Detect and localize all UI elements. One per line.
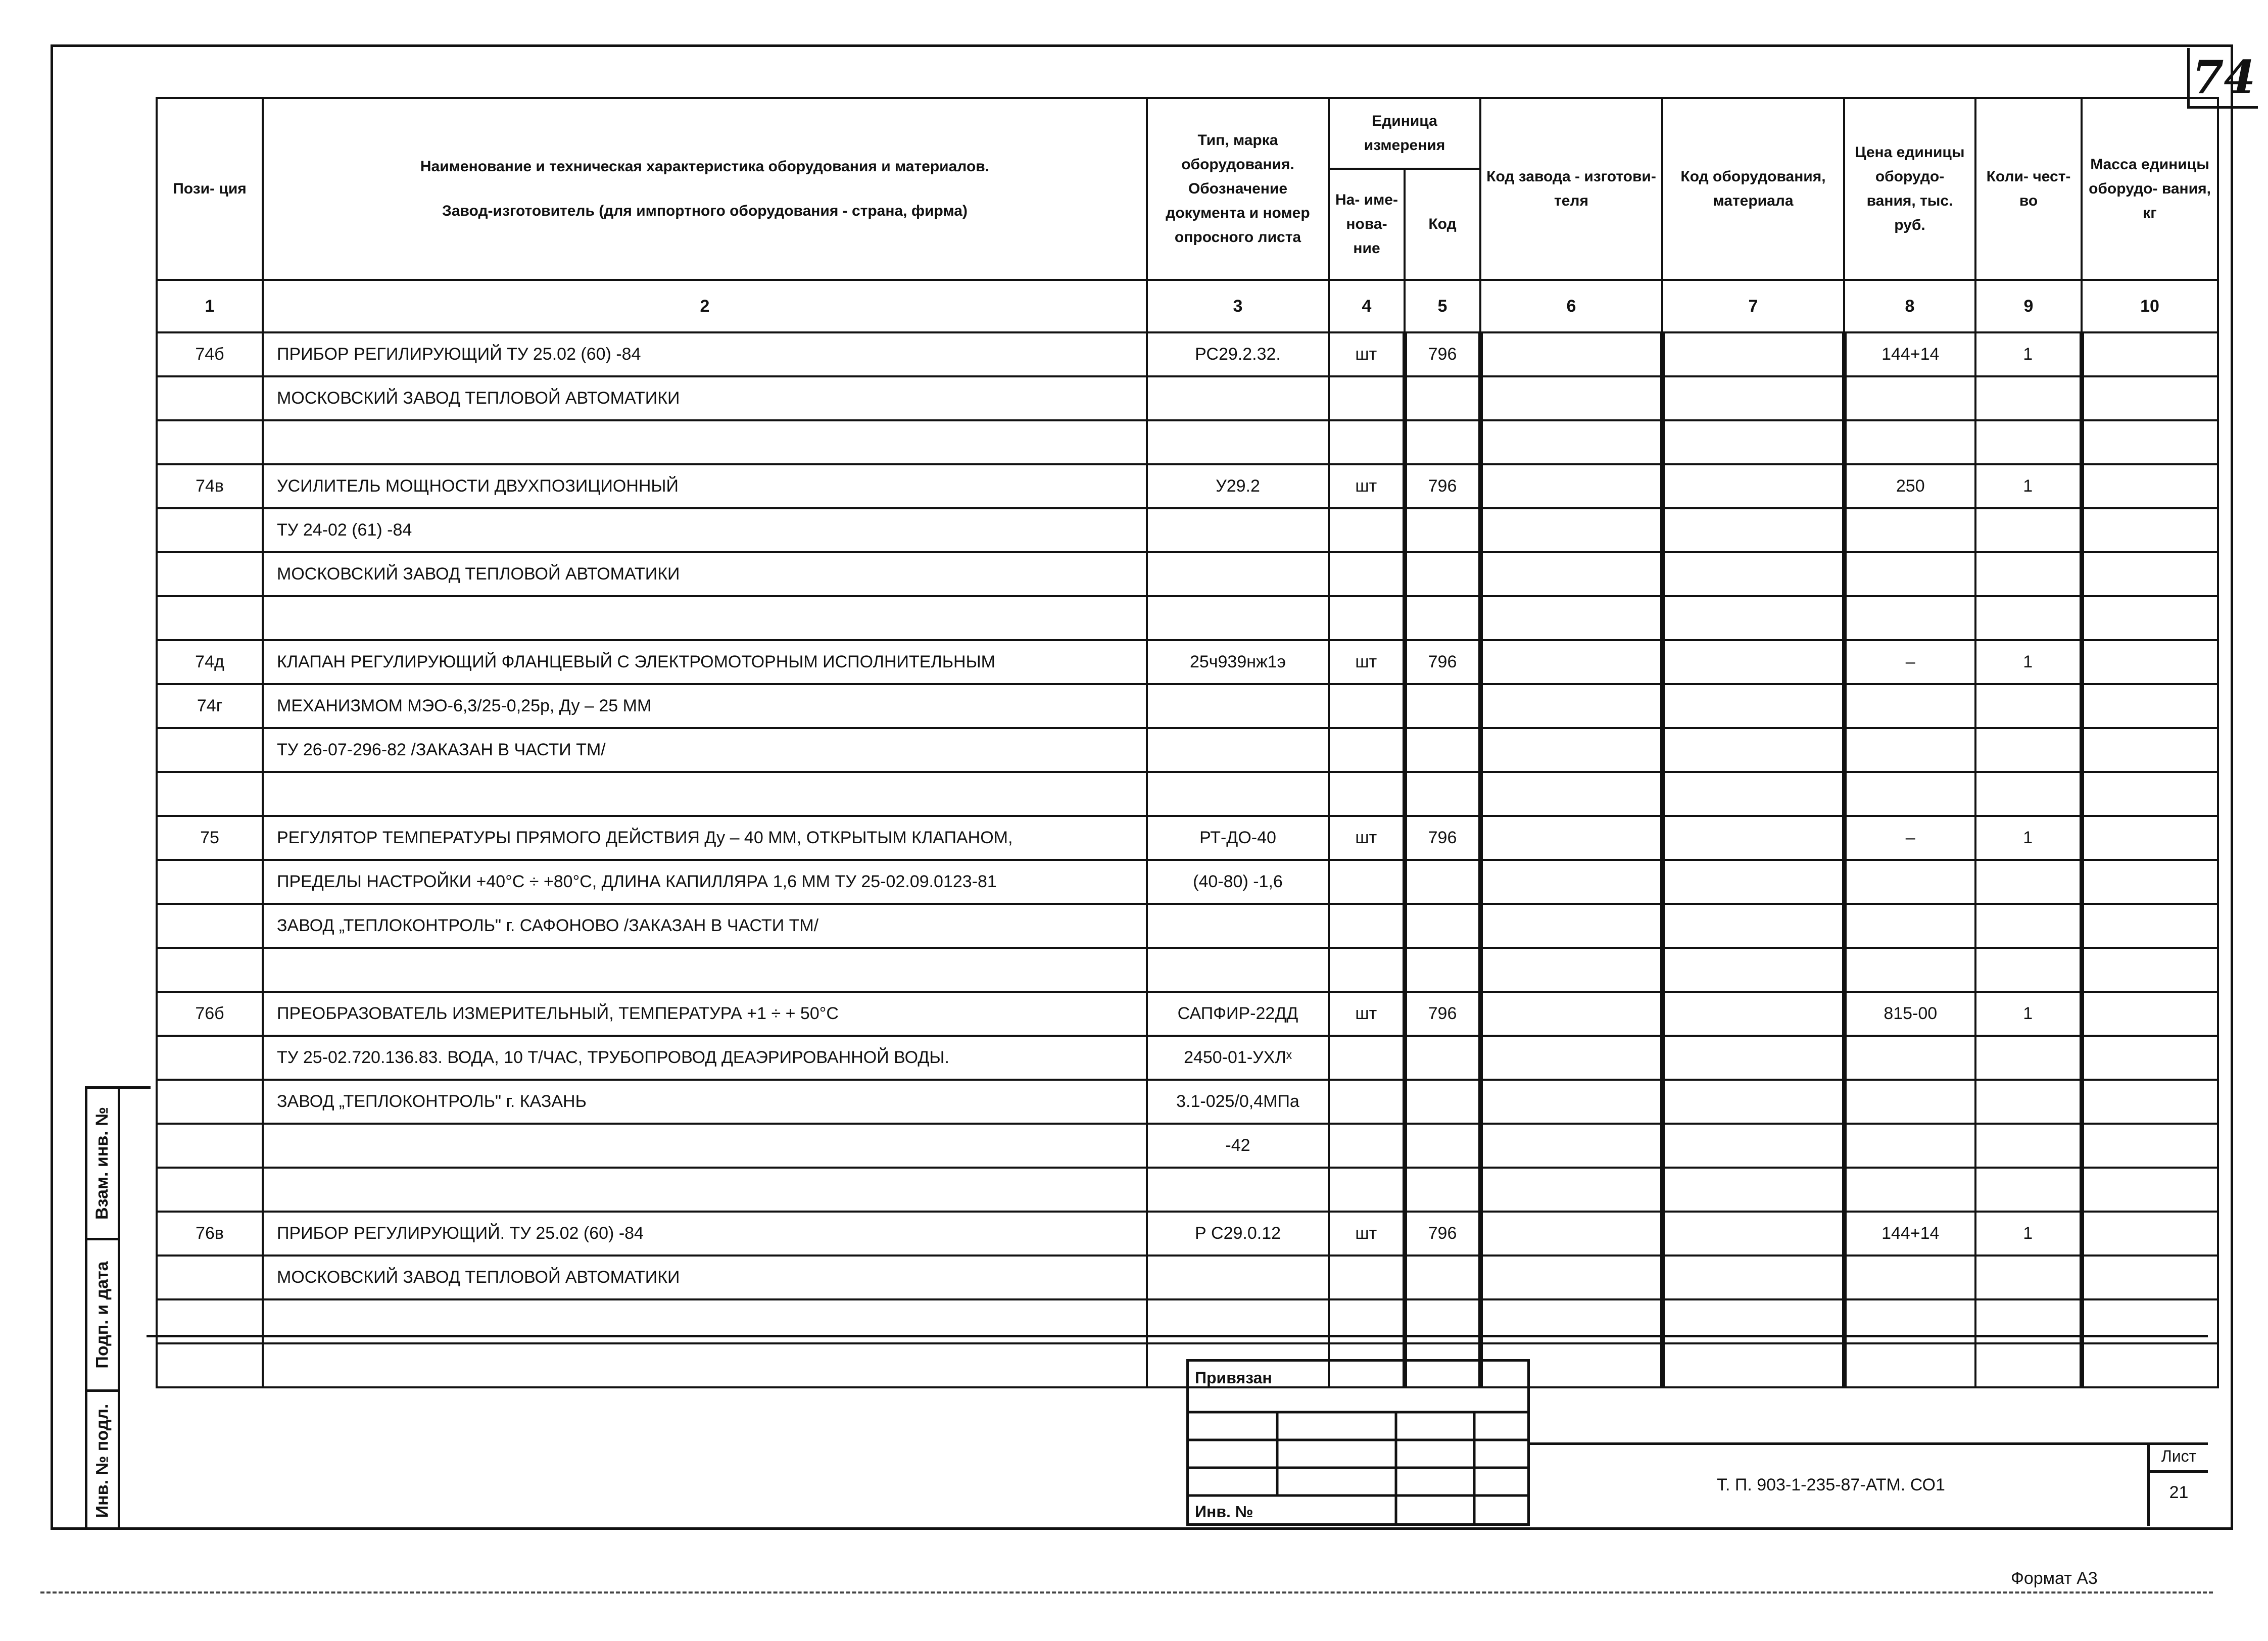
- cell-type: 3.1-025/0,4МПа: [1147, 1080, 1329, 1124]
- specification-table: [156, 97, 2219, 1388]
- binding-stamp: [1186, 1359, 1530, 1526]
- cell-empty: [1480, 1212, 1662, 1256]
- cell-code: 796: [1405, 332, 1480, 376]
- side-stamp-original-label: Инв. № подл.: [92, 1404, 112, 1518]
- cell-empty: [1662, 464, 1844, 508]
- column-number: 2: [263, 280, 1147, 332]
- cell-pos: [157, 1256, 263, 1299]
- cell-pos: [157, 1168, 263, 1212]
- cell-price: 250: [1844, 464, 1975, 508]
- side-stamp-signature-label: Подп. и дата: [92, 1261, 112, 1369]
- cell-price: [1844, 1036, 1975, 1080]
- cell-pos: [157, 1124, 263, 1168]
- cell-empty: [1480, 1036, 1662, 1080]
- cell-qty: [1975, 1256, 2082, 1299]
- cell-empty: [1662, 948, 1844, 992]
- table-row: [157, 992, 2218, 1036]
- cell-qty: [1975, 1036, 2082, 1080]
- cell-empty: [1480, 860, 1662, 904]
- cell-price: 815-00: [1844, 992, 1975, 1036]
- cell-price: [1844, 728, 1975, 772]
- cell-name: [263, 420, 1147, 464]
- sheet-box: [2147, 1442, 2208, 1526]
- header-unit-code: Код: [1405, 169, 1480, 280]
- cell-unit: [1329, 948, 1405, 992]
- document-code-box: [1530, 1442, 2208, 1526]
- cell-empty: [1662, 1256, 1844, 1299]
- cell-pos: [157, 596, 263, 640]
- cell-type: [1147, 420, 1329, 464]
- cell-empty: [1662, 684, 1844, 728]
- header-position: Пози- ция: [157, 98, 263, 280]
- cell-unit: [1329, 1036, 1405, 1080]
- cell-name: ПРЕДЕЛЫ НАСТРОЙКИ +40°С ÷ +80°С, ДЛИНА КАПИЛЛЯРА 1,6 ММ ТУ 25-02.09.0123-81: [263, 860, 1147, 904]
- cell-pos: 74г: [157, 684, 263, 728]
- cell-qty: [1975, 552, 2082, 596]
- column-number: 4: [1329, 280, 1405, 332]
- cell-unit: [1329, 728, 1405, 772]
- cell-unit: шт: [1329, 332, 1405, 376]
- cell-pos: 74б: [157, 332, 263, 376]
- cell-empty: [1480, 1256, 1662, 1299]
- cell-empty: [1662, 508, 1844, 552]
- cell-name: ТУ 26-07-296-82 /ЗАКАЗАН В ЧАСТИ ТМ/: [263, 728, 1147, 772]
- cell-price: [1844, 1256, 1975, 1299]
- cell-empty: [1480, 992, 1662, 1036]
- cell-name: УСИЛИТЕЛЬ МОЩНОСТИ ДВУХПОЗИЦИОННЫЙ: [263, 464, 1147, 508]
- cell-empty: [1480, 772, 1662, 816]
- cell-qty: 1: [1975, 640, 2082, 684]
- cell-unit: [1329, 1256, 1405, 1299]
- cell-pos: [157, 728, 263, 772]
- cell-qty: [1975, 1343, 2082, 1387]
- column-number: 7: [1662, 280, 1844, 332]
- sheet-label: Лист: [2150, 1442, 2208, 1473]
- cell-pos: [157, 376, 263, 420]
- table-row: [157, 640, 2218, 684]
- column-number-row: [157, 280, 2218, 332]
- header-quantity: Коли- чест- во: [1975, 98, 2082, 280]
- side-stamp-replacement: [87, 1089, 118, 1240]
- cell-price: 144+14: [1844, 332, 1975, 376]
- cell-name: КЛАПАН РЕГУЛИРУЮЩИЙ ФЛАНЦЕВЫЙ С ЭЛЕКТРОМОТОРНЫМ ИСПОЛНИТЕЛЬНЫМ: [263, 640, 1147, 684]
- cell-unit: [1329, 1168, 1405, 1212]
- cell-price: [1844, 1124, 1975, 1168]
- cell-pos: 74в: [157, 464, 263, 508]
- side-stamp-replacement-label: Взам. инв. №: [92, 1106, 112, 1220]
- column-number: 8: [1844, 280, 1975, 332]
- cell-type: [1147, 508, 1329, 552]
- cell-empty: [2082, 1256, 2218, 1299]
- cell-empty: [2082, 332, 2218, 376]
- cell-unit: шт: [1329, 816, 1405, 860]
- cell-empty: [1480, 904, 1662, 948]
- table-row: [157, 332, 2218, 376]
- table-row: [157, 1080, 2218, 1124]
- cell-name: [263, 1124, 1147, 1168]
- cell-pos: [157, 1036, 263, 1080]
- cell-code: [1405, 1124, 1480, 1168]
- header-factory-code: Код завода - изготови- теля: [1480, 98, 1662, 280]
- cell-price: [1844, 376, 1975, 420]
- cell-code: [1405, 376, 1480, 420]
- cell-price: [1844, 948, 1975, 992]
- cell-empty: [1662, 1343, 1844, 1387]
- cell-name: [263, 948, 1147, 992]
- cell-empty: [1480, 728, 1662, 772]
- column-number: 1: [157, 280, 263, 332]
- cell-unit: [1329, 1124, 1405, 1168]
- cell-empty: [2082, 420, 2218, 464]
- cell-type: 2450-01-УХЛˣ: [1147, 1036, 1329, 1080]
- cell-qty: [1975, 1168, 2082, 1212]
- cell-empty: [1480, 508, 1662, 552]
- cell-empty: [2082, 1080, 2218, 1124]
- cell-name: ЗАВОД „ТЕПЛОКОНТРОЛЬ" г. КАЗАНЬ: [263, 1080, 1147, 1124]
- cell-unit: шт: [1329, 464, 1405, 508]
- header-price: Цена единицы оборудо- вания, тыс. руб.: [1844, 98, 1975, 280]
- cell-empty: [1480, 816, 1662, 860]
- cell-empty: [1662, 1212, 1844, 1256]
- cell-qty: 1: [1975, 1212, 2082, 1256]
- cell-qty: [1975, 904, 2082, 948]
- cell-pos: [157, 948, 263, 992]
- cell-empty: [1480, 948, 1662, 992]
- cell-type: [1147, 552, 1329, 596]
- cell-empty: [2082, 772, 2218, 816]
- table-row: [157, 1124, 2218, 1168]
- cell-pos: 75: [157, 816, 263, 860]
- table-row: [157, 684, 2218, 728]
- cell-empty: [1480, 596, 1662, 640]
- cell-code: [1405, 1080, 1480, 1124]
- cell-empty: [1480, 464, 1662, 508]
- cell-pos: 76в: [157, 1212, 263, 1256]
- cell-unit: шт: [1329, 640, 1405, 684]
- cell-pos: [157, 860, 263, 904]
- cell-type: [1147, 1256, 1329, 1299]
- cell-type: (40-80) -1,6: [1147, 860, 1329, 904]
- cell-empty: [2082, 684, 2218, 728]
- cell-qty: [1975, 596, 2082, 640]
- cell-type: САПФИР-22ДД: [1147, 992, 1329, 1036]
- cell-type: РС29.2.32.: [1147, 332, 1329, 376]
- cell-empty: [1480, 640, 1662, 684]
- binding-label: Привязан: [1195, 1369, 1272, 1387]
- cell-empty: [1662, 816, 1844, 860]
- cell-code: [1405, 772, 1480, 816]
- cell-type: [1147, 948, 1329, 992]
- cell-qty: 1: [1975, 332, 2082, 376]
- table-row: [157, 772, 2218, 816]
- cell-code: [1405, 508, 1480, 552]
- cell-code: [1405, 860, 1480, 904]
- cell-empty: [2082, 640, 2218, 684]
- cell-empty: [1480, 1168, 1662, 1212]
- cell-empty: [1480, 420, 1662, 464]
- cell-empty: [2082, 464, 2218, 508]
- cell-empty: [1662, 904, 1844, 948]
- cell-name: ТУ 24-02 (61) -84: [263, 508, 1147, 552]
- side-stamp: [85, 1086, 151, 1530]
- cell-unit: [1329, 376, 1405, 420]
- column-number: 3: [1147, 280, 1329, 332]
- cell-qty: [1975, 728, 2082, 772]
- table-row: [157, 948, 2218, 992]
- cell-price: –: [1844, 640, 1975, 684]
- cell-empty: [1480, 684, 1662, 728]
- cell-empty: [1662, 640, 1844, 684]
- table-row: [157, 860, 2218, 904]
- table-row: [157, 816, 2218, 860]
- cell-type: [1147, 772, 1329, 816]
- cell-qty: [1975, 420, 2082, 464]
- cell-name: ПРИБОР РЕГУЛИРУЮЩИЙ. ТУ 25.02 (60) -84: [263, 1212, 1147, 1256]
- inventory-label: Инв. №: [1195, 1503, 1253, 1521]
- cell-price: [1844, 684, 1975, 728]
- cell-qty: [1975, 772, 2082, 816]
- cell-empty: [1662, 992, 1844, 1036]
- cell-unit: [1329, 904, 1405, 948]
- cell-price: [1844, 508, 1975, 552]
- cell-qty: 1: [1975, 464, 2082, 508]
- header-mass: Масса единицы оборудо- вания, кг: [2082, 98, 2218, 280]
- cell-code: [1405, 684, 1480, 728]
- cell-unit: [1329, 420, 1405, 464]
- cell-code: [1405, 552, 1480, 596]
- cell-empty: [1662, 728, 1844, 772]
- cell-empty: [2082, 728, 2218, 772]
- cell-empty: [1662, 420, 1844, 464]
- cell-empty: [2082, 1168, 2218, 1212]
- table-row: [157, 420, 2218, 464]
- cell-price: [1844, 1343, 1975, 1387]
- cell-pos: 76б: [157, 992, 263, 1036]
- cell-code: [1405, 948, 1480, 992]
- cell-name: ЗАВОД „ТЕПЛОКОНТРОЛЬ" г. САФОНОВО /ЗАКАЗАН В ЧАСТИ ТМ/: [263, 904, 1147, 948]
- cell-price: [1844, 860, 1975, 904]
- cell-empty: [1480, 552, 1662, 596]
- cell-unit: [1329, 1080, 1405, 1124]
- cell-type: Р С29.0.12: [1147, 1212, 1329, 1256]
- cell-qty: [1975, 508, 2082, 552]
- cell-unit: [1329, 508, 1405, 552]
- cell-code: [1405, 1036, 1480, 1080]
- cell-name: [263, 1343, 1147, 1387]
- cell-empty: [1662, 552, 1844, 596]
- cell-name: ТУ 25-02.720.136.83. ВОДА, 10 Т/ЧАС, ТРУБОПРОВОД ДЕАЭРИРОВАННОЙ ВОДЫ.: [263, 1036, 1147, 1080]
- cell-price: [1844, 772, 1975, 816]
- cell-qty: [1975, 1124, 2082, 1168]
- cell-price: [1844, 1080, 1975, 1124]
- cell-code: [1405, 904, 1480, 948]
- cell-empty: [1480, 376, 1662, 420]
- cell-qty: [1975, 376, 2082, 420]
- cell-empty: [1480, 332, 1662, 376]
- handwritten-sheet-number: 74: [2187, 48, 2258, 109]
- cell-type: [1147, 728, 1329, 772]
- cell-pos: [157, 772, 263, 816]
- side-stamp-original: [87, 1392, 118, 1530]
- cell-empty: [1480, 1124, 1662, 1168]
- cell-unit: [1329, 860, 1405, 904]
- cell-name: ПРЕОБРАЗОВАТЕЛЬ ИЗМЕРИТЕЛЬНЫЙ, ТЕМПЕРАТУРА +1 ÷ + 50°С: [263, 992, 1147, 1036]
- cell-code: 796: [1405, 640, 1480, 684]
- cell-empty: [2082, 904, 2218, 948]
- cell-qty: 1: [1975, 816, 2082, 860]
- cell-type: [1147, 596, 1329, 640]
- cell-empty: [1662, 332, 1844, 376]
- cell-empty: [2082, 508, 2218, 552]
- cell-pos: [157, 552, 263, 596]
- table-row: [157, 552, 2218, 596]
- cell-empty: [2082, 816, 2218, 860]
- cell-name: МЕХАНИЗМОМ МЭО-6,3/25-0,25р, Ду – 25 ММ: [263, 684, 1147, 728]
- cell-qty: 1: [1975, 992, 2082, 1036]
- cell-qty: [1975, 684, 2082, 728]
- cell-empty: [1662, 772, 1844, 816]
- cell-qty: [1975, 1080, 2082, 1124]
- cell-code: 796: [1405, 464, 1480, 508]
- sheet-number: 21: [2169, 1483, 2189, 1502]
- cell-unit: [1329, 772, 1405, 816]
- header-unit-name: На- име- нова- ние: [1329, 169, 1405, 280]
- cell-empty: [2082, 376, 2218, 420]
- cell-code: 796: [1405, 1212, 1480, 1256]
- header-type: Тип, марка оборудования. Обозначение документа и номер опросного листа: [1147, 98, 1329, 280]
- cell-unit: шт: [1329, 1212, 1405, 1256]
- cell-empty: [1662, 1036, 1844, 1080]
- binding-grid: [1186, 1359, 1530, 1526]
- cell-code: [1405, 728, 1480, 772]
- cell-price: [1844, 596, 1975, 640]
- cell-code: [1405, 596, 1480, 640]
- cell-code: [1405, 1256, 1480, 1299]
- side-stamp-signature: [87, 1240, 118, 1392]
- cell-pos: [157, 1343, 263, 1387]
- cell-empty: [1662, 1080, 1844, 1124]
- cell-code: [1405, 420, 1480, 464]
- cell-empty: [2082, 948, 2218, 992]
- cell-price: 144+14: [1844, 1212, 1975, 1256]
- cell-name: ПРИБОР РЕГИЛИРУЮЩИЙ ТУ 25.02 (60) -84: [263, 332, 1147, 376]
- cell-price: [1844, 1168, 1975, 1212]
- column-number: 6: [1480, 280, 1662, 332]
- cell-empty: [1662, 596, 1844, 640]
- side-stamp-divider: [118, 1089, 120, 1527]
- cell-type: -42: [1147, 1124, 1329, 1168]
- cell-type: [1147, 684, 1329, 728]
- document-code: Т. П. 903-1-235-87-АТМ. СО1: [1717, 1475, 1945, 1494]
- cell-unit: [1329, 552, 1405, 596]
- cell-unit: шт: [1329, 992, 1405, 1036]
- cell-pos: [157, 420, 263, 464]
- cell-empty: [2082, 552, 2218, 596]
- table-row: [157, 904, 2218, 948]
- cell-pos: [157, 904, 263, 948]
- cell-pos: [157, 508, 263, 552]
- header-name-line1: Наименование и техническая характеристика оборудования и материалов.: [420, 158, 990, 175]
- cell-empty: [2082, 1212, 2218, 1256]
- cell-type: У29.2: [1147, 464, 1329, 508]
- cell-empty: [1662, 1168, 1844, 1212]
- cell-code: 796: [1405, 816, 1480, 860]
- cell-name: [263, 1168, 1147, 1212]
- cell-price: –: [1844, 816, 1975, 860]
- column-number: 5: [1405, 280, 1480, 332]
- table-row: [157, 596, 2218, 640]
- cell-type: [1147, 1168, 1329, 1212]
- table-row: [157, 1168, 2218, 1212]
- cell-type: [1147, 376, 1329, 420]
- cell-empty: [2082, 1343, 2218, 1387]
- cell-type: [1147, 904, 1329, 948]
- cell-name: [263, 596, 1147, 640]
- cell-price: [1844, 904, 1975, 948]
- cell-price: [1844, 552, 1975, 596]
- table-row: [157, 1036, 2218, 1080]
- table-row: [157, 728, 2218, 772]
- cell-name: МОСКОВСКИЙ ЗАВОД ТЕПЛОВОЙ АВТОМАТИКИ: [263, 1256, 1147, 1299]
- column-number: 9: [1975, 280, 2082, 332]
- header-name-line2: Завод-изготовитель (для импортного оборудования - страна, фирма): [442, 203, 968, 219]
- cell-type: РТ-ДО-40: [1147, 816, 1329, 860]
- header-equipment-code: Код оборудования, материала: [1662, 98, 1844, 280]
- cell-empty: [2082, 1124, 2218, 1168]
- column-number: 10: [2082, 280, 2218, 332]
- cell-unit: [1329, 684, 1405, 728]
- cell-empty: [1662, 1124, 1844, 1168]
- table-row: [157, 1256, 2218, 1299]
- table-row: [157, 376, 2218, 420]
- cell-price: [1844, 420, 1975, 464]
- cell-pos: 74д: [157, 640, 263, 684]
- cell-code: [1405, 1168, 1480, 1212]
- cut-line: [40, 1591, 2213, 1594]
- cell-empty: [1662, 860, 1844, 904]
- cell-pos: [157, 1080, 263, 1124]
- cell-code: 796: [1405, 992, 1480, 1036]
- cell-empty: [2082, 1036, 2218, 1080]
- cell-empty: [1480, 1080, 1662, 1124]
- table-bottom-line: [147, 1335, 2208, 1337]
- cell-name: [263, 772, 1147, 816]
- table-row: [157, 464, 2218, 508]
- cell-empty: [2082, 860, 2218, 904]
- cell-qty: [1975, 860, 2082, 904]
- cell-name: МОСКОВСКИЙ ЗАВОД ТЕПЛОВОЙ АВТОМАТИКИ: [263, 376, 1147, 420]
- table-row: [157, 508, 2218, 552]
- cell-empty: [1662, 376, 1844, 420]
- cell-name: РЕГУЛЯТОР ТЕМПЕРАТУРЫ ПРЯМОГО ДЕЙСТВИЯ Ду – 40 ММ, ОТКРЫТЫМ КЛАПАНОМ,: [263, 816, 1147, 860]
- cell-name: МОСКОВСКИЙ ЗАВОД ТЕПЛОВОЙ АВТОМАТИКИ: [263, 552, 1147, 596]
- cell-unit: [1329, 596, 1405, 640]
- cell-type: 25ч939нж1э: [1147, 640, 1329, 684]
- cell-empty: [2082, 596, 2218, 640]
- table-row: [157, 1212, 2218, 1256]
- header-unit-group: Единица измерения: [1329, 98, 1480, 169]
- cell-empty: [2082, 992, 2218, 1036]
- format-label: Формат А3: [2011, 1569, 2098, 1588]
- cell-qty: [1975, 948, 2082, 992]
- header-name: [263, 98, 1147, 280]
